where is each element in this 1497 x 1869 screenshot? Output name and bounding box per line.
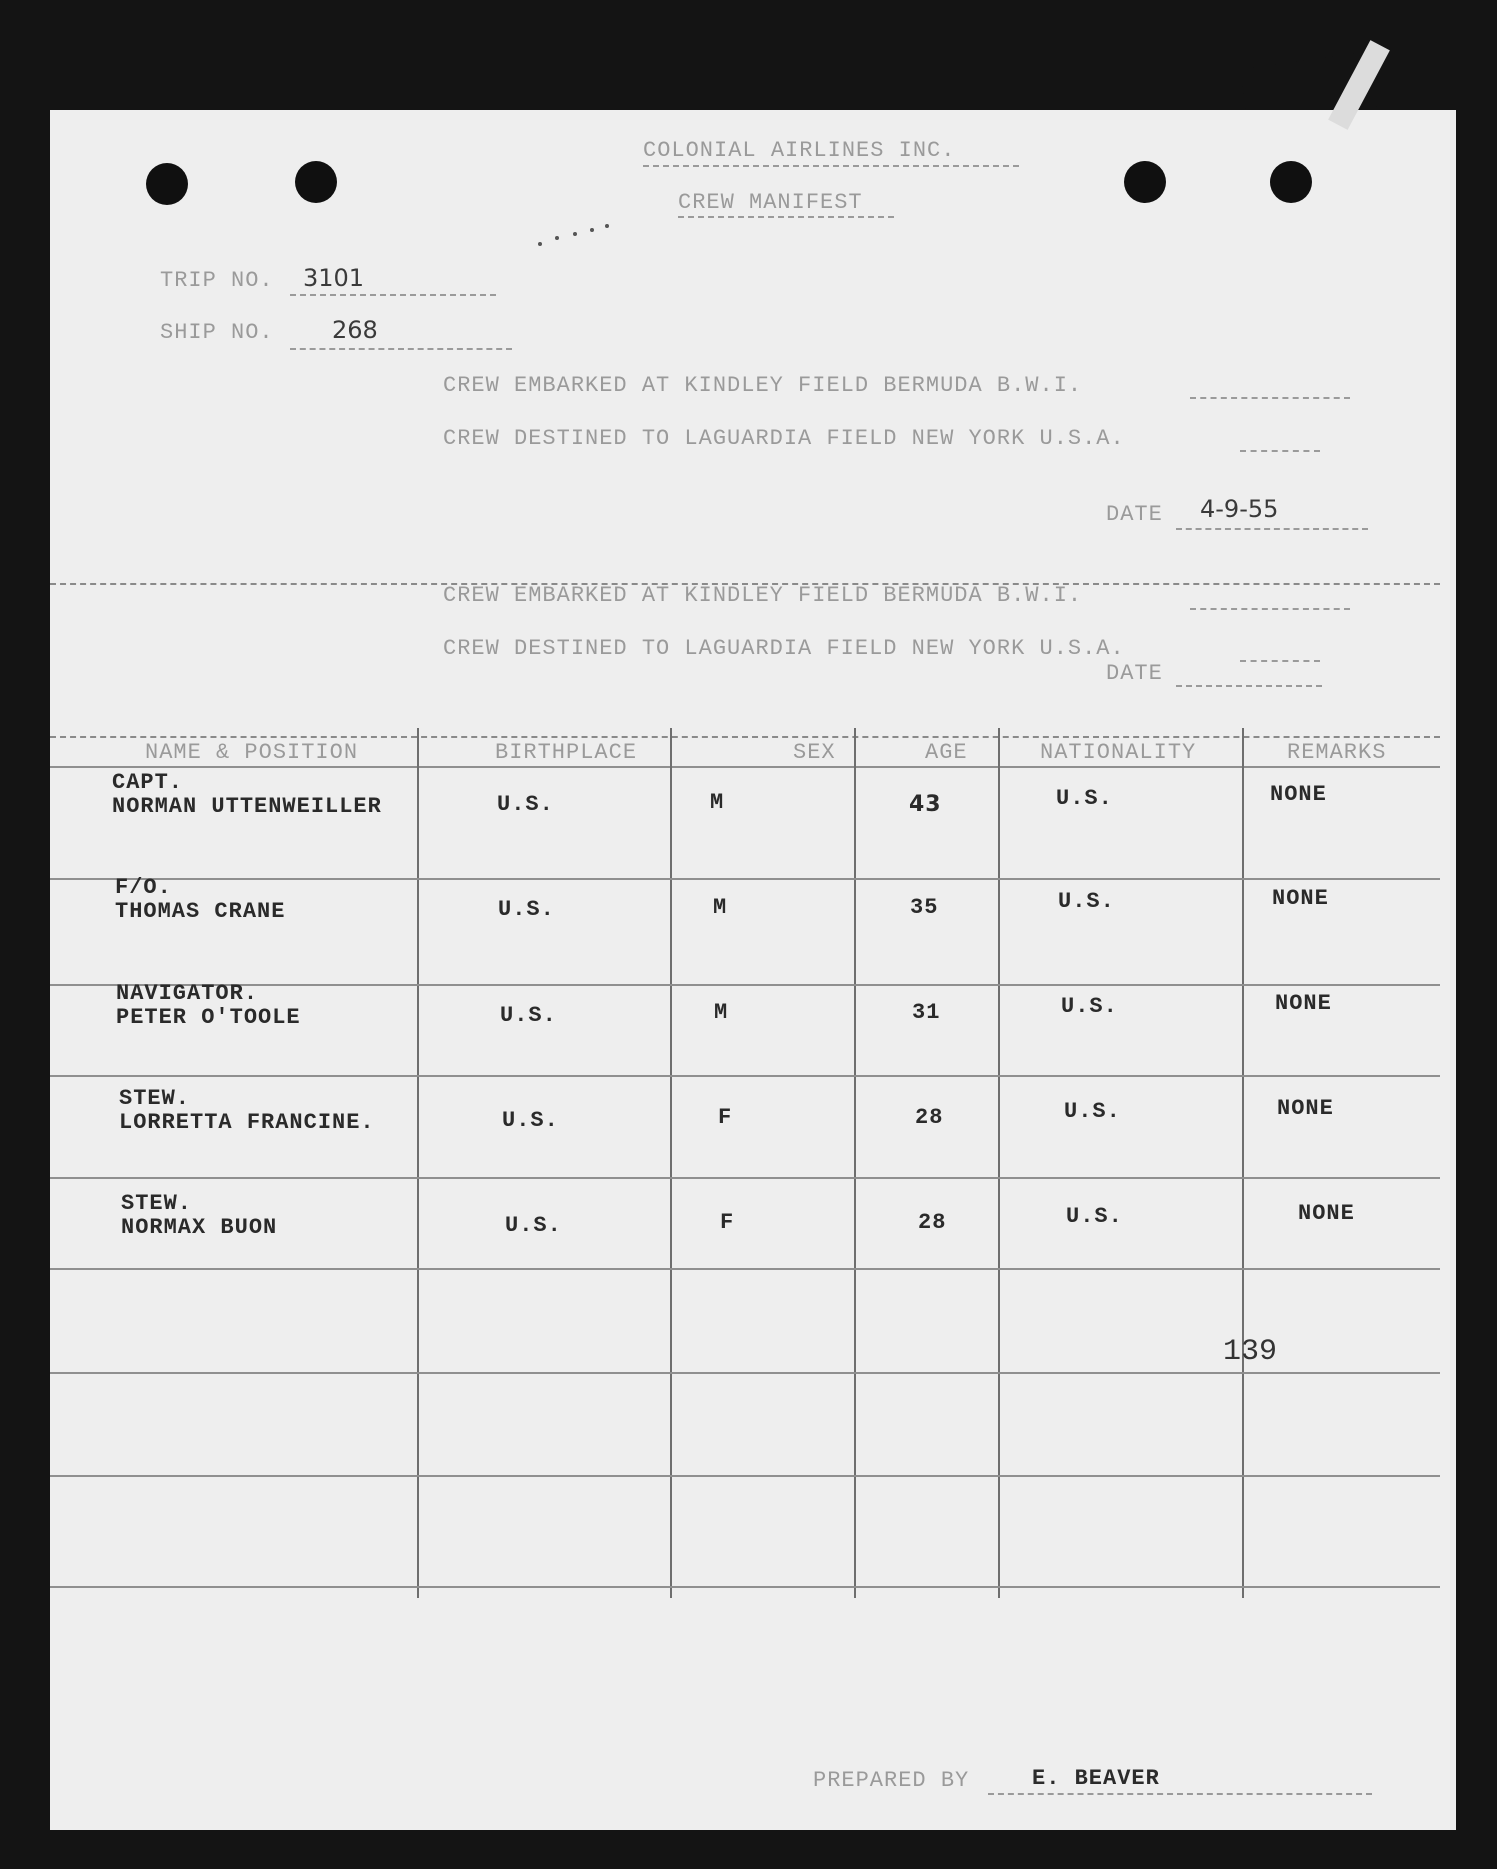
col-header-name: NAME & POSITION bbox=[145, 740, 359, 765]
row4-position: STEW. bbox=[119, 1086, 191, 1111]
embarked-line-2: CREW EMBARKED AT KINDLEY FIELD BERMUDA B.W.I. bbox=[443, 583, 1083, 608]
row2-name: THOMAS CRANE bbox=[115, 899, 286, 924]
col-divider-3 bbox=[854, 728, 856, 1598]
row2-age: 35 bbox=[910, 895, 939, 920]
ink-speck bbox=[590, 228, 594, 232]
company-underline bbox=[643, 165, 1019, 167]
row4-birthplace: U.S. bbox=[502, 1108, 559, 1133]
row2-birthplace: U.S. bbox=[498, 897, 555, 922]
col-header-birthplace: BIRTHPLACE bbox=[495, 740, 638, 765]
row-rule bbox=[50, 878, 1440, 880]
embarked-underline-1 bbox=[1190, 397, 1350, 399]
row4-age: 28 bbox=[915, 1105, 944, 1130]
row5-name: NORMAX BUON bbox=[121, 1215, 278, 1240]
prepared-by-label: PREPARED BY bbox=[813, 1768, 970, 1793]
prepared-by-underline bbox=[988, 1793, 1372, 1795]
row-rule bbox=[50, 1475, 1440, 1477]
row3-remarks: NONE bbox=[1275, 991, 1332, 1016]
row3-name: PETER O'TOOLE bbox=[116, 1005, 301, 1030]
punch-hole-4 bbox=[1270, 161, 1312, 203]
ink-speck bbox=[555, 236, 559, 240]
row5-remarks: NONE bbox=[1298, 1201, 1355, 1226]
row-rule bbox=[50, 1372, 1440, 1374]
row2-nationality: U.S. bbox=[1058, 889, 1115, 914]
company-name: COLONIAL AIRLINES INC. bbox=[643, 138, 956, 163]
punch-hole-3 bbox=[1124, 161, 1166, 203]
row1-birthplace: U.S. bbox=[497, 792, 554, 817]
row3-position: NAVIGATOR. bbox=[116, 981, 259, 1006]
date-value-1: 4-9-55 bbox=[1200, 495, 1279, 523]
destined-line-1: CREW DESTINED TO LAGUARDIA FIELD NEW YORK U.S.A. bbox=[443, 426, 1125, 451]
row4-remarks: NONE bbox=[1277, 1096, 1334, 1121]
date-underline-1 bbox=[1176, 528, 1368, 530]
col-divider-5 bbox=[1242, 728, 1244, 1598]
row2-position: F/O. bbox=[115, 875, 172, 900]
row4-nationality: U.S. bbox=[1064, 1099, 1121, 1124]
form-title: CREW MANIFEST bbox=[678, 190, 863, 215]
col-divider-2 bbox=[670, 728, 672, 1598]
prepared-by-name: E. BEAVER bbox=[1032, 1766, 1160, 1791]
col-header-sex: SEX bbox=[793, 740, 836, 765]
punch-hole-2 bbox=[295, 161, 337, 203]
row1-nationality: U.S. bbox=[1056, 786, 1113, 811]
trip-underline bbox=[290, 294, 496, 296]
document-page bbox=[50, 110, 1456, 1830]
ink-speck bbox=[605, 224, 609, 228]
row3-nationality: U.S. bbox=[1061, 994, 1118, 1019]
col-divider-1 bbox=[417, 728, 419, 1598]
date-label-2: DATE bbox=[1106, 661, 1163, 686]
row-rule bbox=[50, 1075, 1440, 1077]
row-rule bbox=[50, 984, 1440, 986]
row2-sex: M bbox=[713, 895, 728, 920]
ink-speck bbox=[538, 242, 542, 246]
punch-hole-1 bbox=[146, 163, 188, 205]
row1-age: 43 bbox=[909, 792, 942, 817]
destined-underline-2 bbox=[1240, 660, 1320, 662]
row4-name: LORRETTA FRANCINE. bbox=[119, 1110, 375, 1135]
table-top-rule bbox=[50, 736, 1440, 738]
row5-age: 28 bbox=[918, 1210, 947, 1235]
row5-sex: F bbox=[720, 1210, 735, 1235]
destined-line-2: CREW DESTINED TO LAGUARDIA FIELD NEW YORK U.S.A. bbox=[443, 636, 1125, 661]
ship-value: 268 bbox=[332, 316, 378, 344]
row5-birthplace: U.S. bbox=[505, 1213, 562, 1238]
ink-speck bbox=[573, 232, 577, 236]
trip-label: TRIP NO. bbox=[160, 268, 274, 293]
col-header-age: AGE bbox=[925, 740, 968, 765]
trip-value: 3101 bbox=[303, 264, 365, 292]
date-underline-2 bbox=[1176, 685, 1322, 687]
row1-name: NORMAN UTTENWEILLER bbox=[112, 794, 382, 819]
embarked-underline-2 bbox=[1190, 608, 1350, 610]
row4-sex: F bbox=[718, 1105, 733, 1130]
row2-remarks: NONE bbox=[1272, 886, 1329, 911]
row3-sex: M bbox=[714, 1000, 729, 1025]
col-header-nationality: NATIONALITY bbox=[1040, 740, 1197, 765]
page-stamp-number: 139 bbox=[1223, 1335, 1278, 1369]
row-rule bbox=[50, 1268, 1440, 1270]
destined-underline-1 bbox=[1240, 450, 1320, 452]
row5-nationality: U.S. bbox=[1066, 1204, 1123, 1229]
col-divider-4 bbox=[998, 728, 1000, 1598]
row3-birthplace: U.S. bbox=[500, 1003, 557, 1028]
row5-position: STEW. bbox=[121, 1191, 193, 1216]
row1-remarks: NONE bbox=[1270, 782, 1327, 807]
col-header-remarks: REMARKS bbox=[1287, 740, 1387, 765]
row1-position: CAPT. bbox=[112, 770, 184, 795]
ship-label: SHIP NO. bbox=[160, 320, 274, 345]
table-bottom-rule bbox=[50, 1586, 1440, 1588]
date-label-1: DATE bbox=[1106, 502, 1163, 527]
header-bottom-rule bbox=[50, 766, 1440, 768]
ship-underline bbox=[290, 348, 512, 350]
row3-age: 31 bbox=[912, 1000, 941, 1025]
embarked-line-1: CREW EMBARKED AT KINDLEY FIELD BERMUDA B.W.I. bbox=[443, 373, 1083, 398]
row1-sex: M bbox=[710, 790, 725, 815]
row-rule bbox=[50, 1177, 1440, 1179]
form-title-underline bbox=[678, 216, 894, 218]
